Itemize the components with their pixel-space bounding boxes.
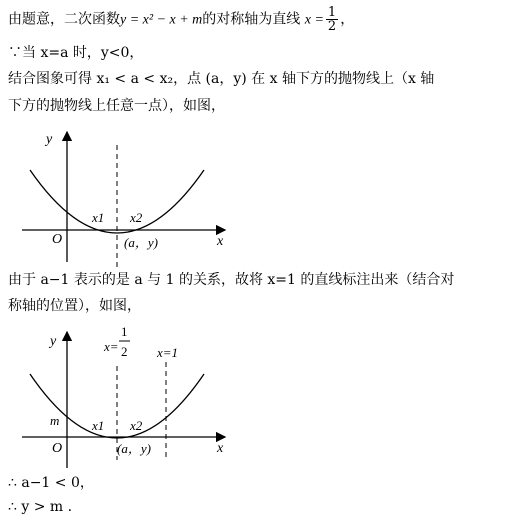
para-3: 结合图象可得 x₁ < a < x₂，点 (a，y) 在 x 轴下方的抛物线上（x 轴 [8,71,435,87]
axis-label-num: 1 [121,324,128,339]
para-6: 称轴的位置），如图， [8,298,141,314]
point-label: (a，y) [124,235,158,250]
axis-label-lhs: x= [104,339,119,354]
x-label: x [217,234,224,249]
m-label: m [50,413,60,428]
conclusion-1: ∴ a−1 < 0， [8,475,94,491]
para-2: ∵当 x=a 时，y<0， [8,45,144,61]
conclusion-2: ∴ y > m . [8,499,73,515]
axis-label-den: 2 [121,344,128,359]
x-label: x [217,441,224,456]
y-label: y [50,334,57,349]
fraction-numerator: 1 [327,5,337,20]
x-equals-1-label: x=1 [157,345,179,360]
x2-label: x2 [130,418,143,433]
x2-label: x2 [130,210,143,225]
para-4: 下方的抛物线上任意一点），如图， [8,98,225,114]
para-1-mid: 的对称轴为直线 [202,11,301,28]
axis-lhs: x = [304,12,324,28]
origin-label: O [52,441,63,456]
y-label: y [46,132,53,147]
fraction-denominator: 2 [327,19,337,34]
point-label: (a，y) [117,441,151,456]
para-1-tail: ， [340,11,355,28]
origin-label: O [52,232,63,247]
para-5: 由于 a−1 表示的是 a 与 1 的关系，故将 x=1 的直线标注出来（结合对 [8,272,455,288]
function-equation: y = x² − x + m [120,12,203,28]
x1-label: x1 [92,210,105,225]
para-1-lead: 由题意，二次函数 [8,11,120,28]
x1-label: x1 [92,418,105,433]
